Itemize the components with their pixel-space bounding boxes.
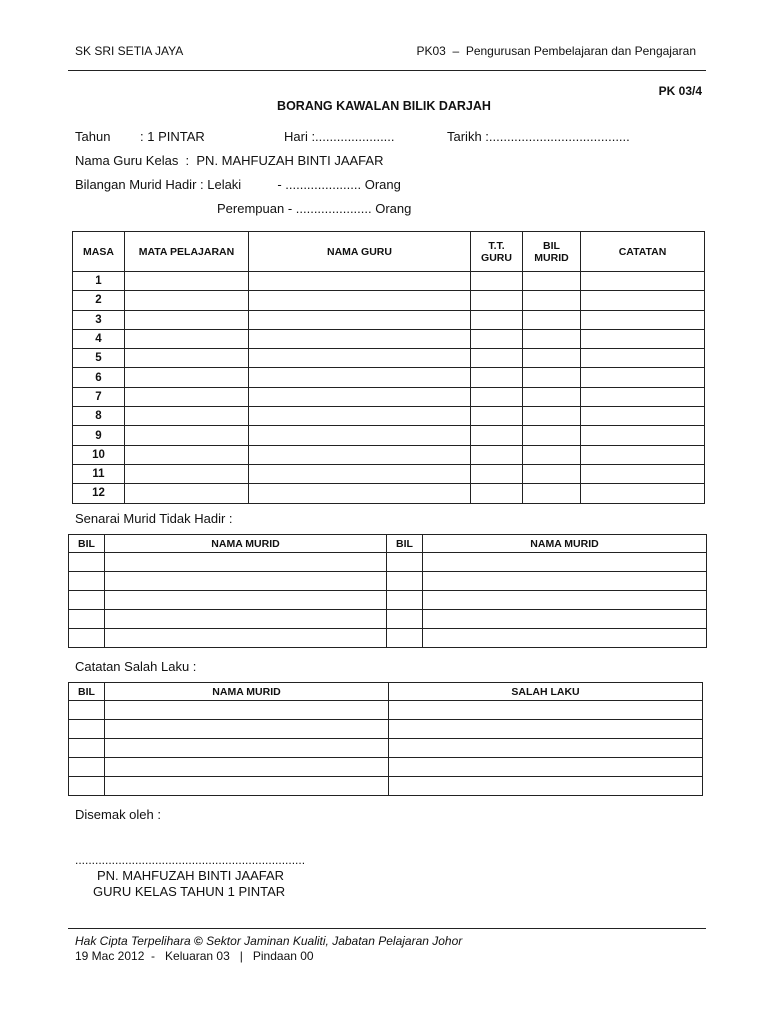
tahun-value: : 1 PINTAR <box>140 129 205 144</box>
table-cell[interactable] <box>105 758 389 777</box>
col-bil-murid: BIL MURID <box>523 232 581 272</box>
table-cell[interactable] <box>69 758 105 777</box>
table-cell[interactable] <box>581 291 705 310</box>
table-cell[interactable] <box>249 426 471 445</box>
absent-col-nama-1: NAMA MURID <box>105 535 387 553</box>
table-row <box>73 329 705 348</box>
period-number: 12 <box>73 484 125 503</box>
absent-table <box>68 534 707 648</box>
tarikh-field: Tarikh :....................................... <box>447 129 630 144</box>
table-cell[interactable] <box>581 368 705 387</box>
table-row <box>69 610 707 629</box>
table-cell[interactable] <box>249 368 471 387</box>
copyright-text-post: Sektor Jaminan Kualiti, Jabatan Pelajaran Johor <box>202 934 463 948</box>
table-cell[interactable] <box>69 739 105 758</box>
table-cell[interactable] <box>523 272 581 291</box>
table-cell[interactable] <box>389 720 703 739</box>
table-cell[interactable] <box>249 329 471 348</box>
period-number: 2 <box>73 291 125 310</box>
footer-divider <box>68 928 706 929</box>
table-row <box>73 291 705 310</box>
table-cell[interactable] <box>105 629 387 648</box>
table-row <box>73 464 705 483</box>
table-cell[interactable] <box>471 484 523 503</box>
table-cell[interactable] <box>523 426 581 445</box>
table-cell[interactable] <box>105 701 389 720</box>
table-cell[interactable] <box>471 445 523 464</box>
table-cell[interactable] <box>69 572 105 591</box>
table-cell[interactable] <box>387 629 423 648</box>
misconduct-table <box>68 682 703 796</box>
period-number: 10 <box>73 445 125 464</box>
table-cell[interactable] <box>471 407 523 426</box>
table-cell[interactable] <box>423 572 707 591</box>
table-cell[interactable] <box>125 407 249 426</box>
table-cell[interactable] <box>389 701 703 720</box>
period-number: 11 <box>73 464 125 483</box>
table-cell[interactable] <box>249 310 471 329</box>
table-cell[interactable] <box>249 464 471 483</box>
misconduct-label: Catatan Salah Laku : <box>75 659 197 674</box>
table-cell[interactable] <box>69 777 105 796</box>
table-cell[interactable] <box>471 310 523 329</box>
table-cell[interactable] <box>581 272 705 291</box>
table-cell[interactable] <box>471 291 523 310</box>
table-cell[interactable] <box>125 310 249 329</box>
table-cell[interactable] <box>471 426 523 445</box>
table-cell[interactable] <box>125 291 249 310</box>
murid-perempuan-line: Perempuan - ..................... Orang <box>217 201 412 216</box>
table-cell[interactable] <box>105 720 389 739</box>
table-cell[interactable] <box>389 777 703 796</box>
table-cell[interactable] <box>581 387 705 406</box>
table-cell[interactable] <box>249 387 471 406</box>
table-cell[interactable] <box>423 629 707 648</box>
copyright-text-pre: Hak Cipta Terpelihara <box>75 934 194 948</box>
table-cell[interactable] <box>125 426 249 445</box>
table-cell[interactable] <box>387 591 423 610</box>
form-code: PK 03/4 <box>658 84 702 98</box>
table-row <box>69 553 707 572</box>
table-cell[interactable] <box>523 310 581 329</box>
table-cell[interactable] <box>249 484 471 503</box>
table-cell[interactable] <box>249 407 471 426</box>
misconduct-col-nama: NAMA MURID <box>105 683 389 701</box>
table-row <box>73 445 705 464</box>
table-cell[interactable] <box>105 610 387 629</box>
table-row <box>69 572 707 591</box>
table-header-row <box>73 232 705 272</box>
table-cell[interactable] <box>105 591 387 610</box>
table-cell[interactable] <box>125 464 249 483</box>
table-cell[interactable] <box>523 464 581 483</box>
table-cell[interactable] <box>125 272 249 291</box>
table-cell[interactable] <box>471 349 523 368</box>
procedure-title: PK03 – Pengurusan Pembelajaran dan Pengajaran <box>416 44 696 58</box>
table-row <box>73 272 705 291</box>
table-cell[interactable] <box>471 272 523 291</box>
copyright-notice <box>75 934 462 948</box>
table-cell[interactable] <box>471 368 523 387</box>
signature-line: ..................................................................... <box>75 853 306 867</box>
absent-col-bil-2: BIL <box>387 535 423 553</box>
table-cell[interactable] <box>423 610 707 629</box>
table-row <box>69 591 707 610</box>
table-cell[interactable] <box>125 368 249 387</box>
misconduct-col-salah-laku: SALAH LAKU <box>389 683 703 701</box>
period-number: 9 <box>73 426 125 445</box>
table-cell[interactable] <box>69 701 105 720</box>
table-cell[interactable] <box>523 484 581 503</box>
table-cell[interactable] <box>249 445 471 464</box>
table-cell[interactable] <box>249 349 471 368</box>
period-number: 7 <box>73 387 125 406</box>
table-row <box>69 777 703 796</box>
table-cell[interactable] <box>105 777 389 796</box>
misconduct-col-bil: BIL <box>69 683 105 701</box>
table-cell[interactable] <box>581 426 705 445</box>
table-row <box>73 310 705 329</box>
absent-label: Senarai Murid Tidak Hadir : <box>75 511 233 526</box>
table-cell[interactable] <box>125 484 249 503</box>
table-row <box>73 368 705 387</box>
table-cell[interactable] <box>581 349 705 368</box>
table-cell[interactable] <box>69 610 105 629</box>
col-nama-guru: NAMA GURU <box>249 232 471 272</box>
table-cell[interactable] <box>523 329 581 348</box>
absent-col-nama-2: NAMA MURID <box>423 535 707 553</box>
table-cell[interactable] <box>581 310 705 329</box>
table-cell[interactable] <box>581 445 705 464</box>
table-cell[interactable] <box>105 739 389 758</box>
reviewer-name: PN. MAHFUZAH BINTI JAAFAR <box>97 868 285 883</box>
period-number: 6 <box>73 368 125 387</box>
reviewer-position: GURU KELAS TAHUN 1 PINTAR <box>93 884 286 899</box>
table-cell[interactable] <box>581 329 705 348</box>
table-cell[interactable] <box>523 368 581 387</box>
col-tt-guru: T.T. GURU <box>471 232 523 272</box>
table-row <box>69 720 703 739</box>
table-row <box>69 701 703 720</box>
table-row <box>73 484 705 503</box>
murid-lelaki-line: Bilangan Murid Hadir : Lelaki - ..................... Orang <box>75 177 401 192</box>
table-cell[interactable] <box>125 387 249 406</box>
table-cell[interactable] <box>523 445 581 464</box>
table-cell[interactable] <box>423 553 707 572</box>
period-number: 5 <box>73 349 125 368</box>
table-cell[interactable] <box>105 553 387 572</box>
table-cell[interactable] <box>69 629 105 648</box>
reviewed-by-label: Disemak oleh : <box>75 807 161 822</box>
tahun-label: Tahun <box>75 129 111 144</box>
absent-col-bil-1: BIL <box>69 535 105 553</box>
header-divider <box>68 70 706 71</box>
absent-header-row <box>69 535 707 553</box>
guru-kelas-line: Nama Guru Kelas : PN. MAHFUZAH BINTI JAAFAR <box>75 153 384 168</box>
table-cell[interactable] <box>387 572 423 591</box>
table-cell[interactable] <box>249 272 471 291</box>
table-cell[interactable] <box>105 572 387 591</box>
table-cell[interactable] <box>249 291 471 310</box>
form-title: BORANG KAWALAN BILIK DARJAH <box>277 99 491 113</box>
table-row <box>69 629 707 648</box>
period-number: 8 <box>73 407 125 426</box>
table-cell[interactable] <box>471 464 523 483</box>
table-cell[interactable] <box>69 720 105 739</box>
col-masa: MASA <box>73 232 125 272</box>
table-cell[interactable] <box>523 407 581 426</box>
table-cell[interactable] <box>389 739 703 758</box>
table-row <box>69 739 703 758</box>
table-cell[interactable] <box>523 291 581 310</box>
table-cell[interactable] <box>423 591 707 610</box>
table-cell[interactable] <box>581 484 705 503</box>
table-cell[interactable] <box>125 349 249 368</box>
col-mata-pelajaran: MATA PELAJARAN <box>125 232 249 272</box>
table-row <box>73 349 705 368</box>
table-cell[interactable] <box>523 349 581 368</box>
table-cell[interactable] <box>69 591 105 610</box>
table-cell[interactable] <box>581 464 705 483</box>
table-cell[interactable] <box>523 387 581 406</box>
table-cell[interactable] <box>125 329 249 348</box>
period-number: 4 <box>73 329 125 348</box>
table-row <box>73 387 705 406</box>
table-cell[interactable] <box>69 553 105 572</box>
table-cell[interactable] <box>387 610 423 629</box>
release-info: 19 Mac 2012 - Keluaran 03 | Pindaan 00 <box>75 949 314 963</box>
table-cell[interactable] <box>125 445 249 464</box>
table-row <box>73 407 705 426</box>
table-row <box>73 426 705 445</box>
col-catatan: CATATAN <box>581 232 705 272</box>
period-number: 1 <box>73 272 125 291</box>
hari-field: Hari :...................... <box>284 129 395 144</box>
misconduct-header-row <box>69 683 703 701</box>
table-cell[interactable] <box>389 758 703 777</box>
school-name: SK SRI SETIA JAYA <box>75 44 184 58</box>
table-row <box>69 758 703 777</box>
table-cell[interactable] <box>581 407 705 426</box>
copyright-icon: © <box>193 934 203 948</box>
table-cell[interactable] <box>471 329 523 348</box>
table-cell[interactable] <box>471 387 523 406</box>
period-number: 3 <box>73 310 125 329</box>
table-cell[interactable] <box>387 553 423 572</box>
class-control-table <box>72 231 705 504</box>
